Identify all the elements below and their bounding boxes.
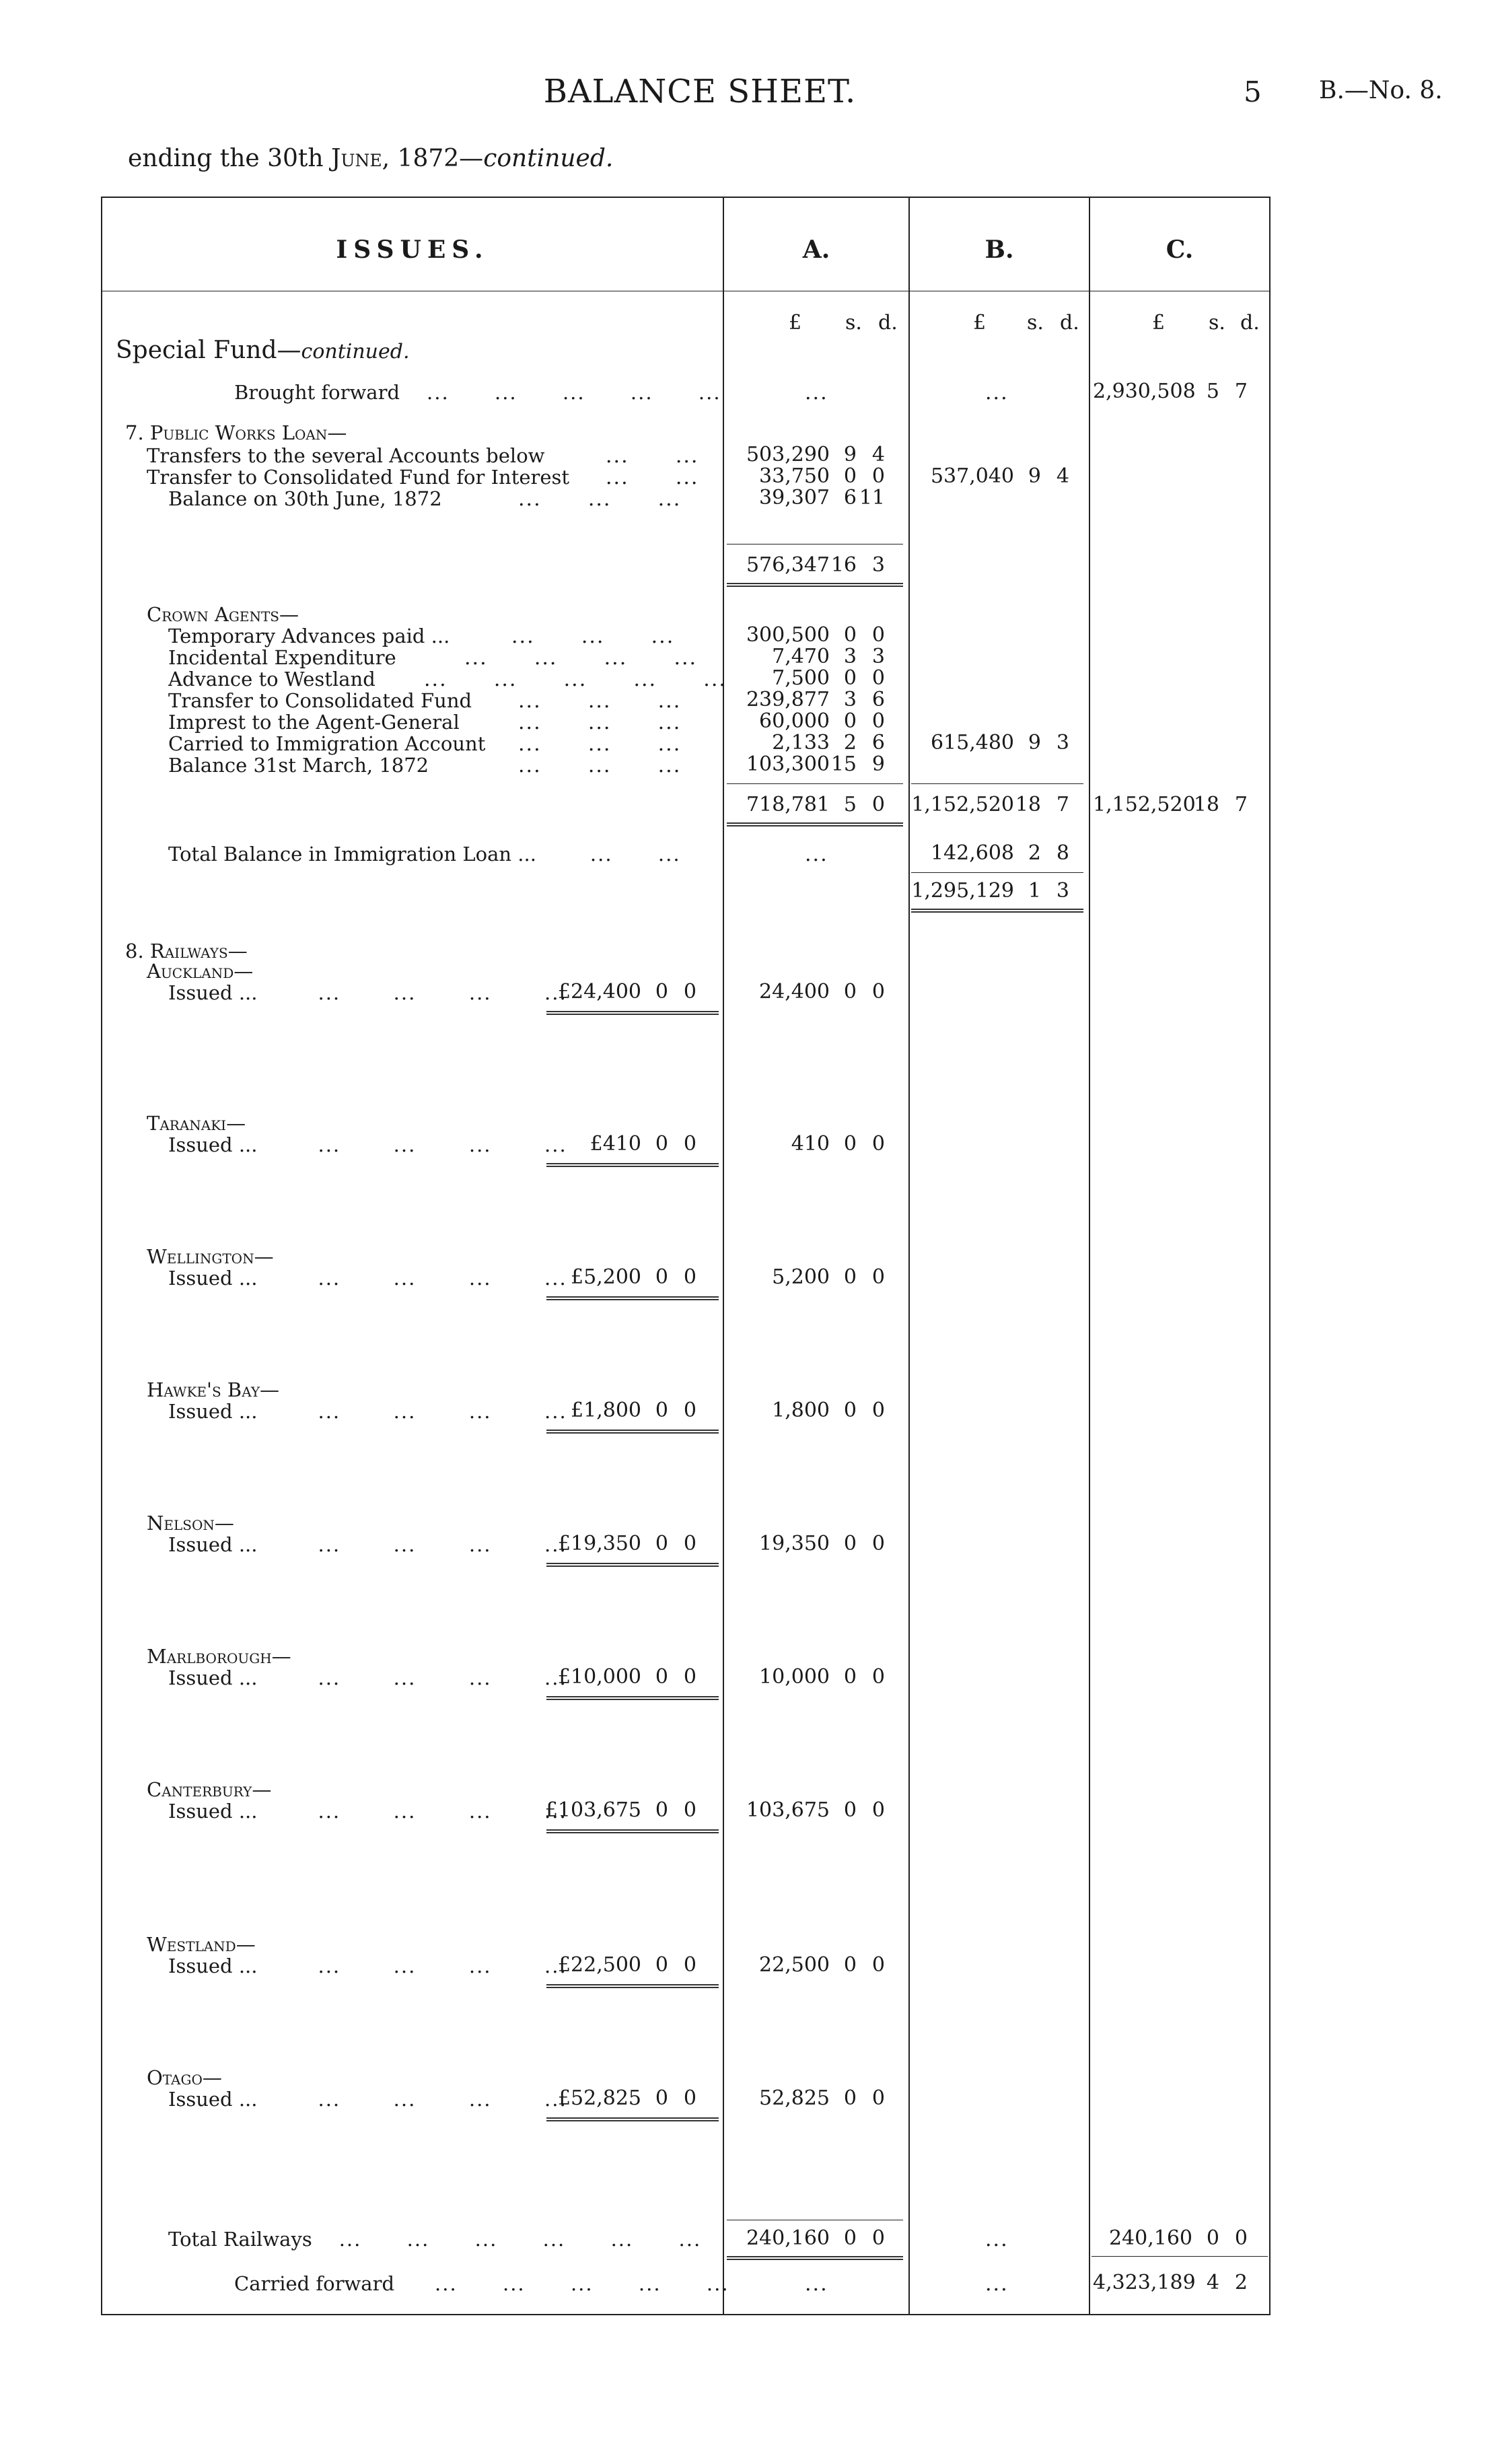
railway-amount-a: 103,675 0 0 [746, 1798, 885, 1822]
crown-agents-heading: Crown Agents— [147, 603, 299, 626]
crown-agents-total-b: 1,152,52018 7 [911, 793, 1069, 816]
crown-agents-sum-rule-b [911, 783, 1083, 784]
subtitle-year: , 1872— [382, 145, 484, 172]
railway-issued-label: Issued ... ... ... ... ... [168, 1400, 567, 1423]
crown-agents-amount-a: 60,000 0 0 [759, 709, 885, 733]
railways-heading: 8. Railways— [125, 940, 248, 962]
railway-province-name: Wellington— [147, 1245, 274, 1268]
railway-issued-label: Issued ... ... ... ... ... [168, 1955, 567, 1977]
railway-issued-double-rule [546, 1563, 719, 1567]
public-works-amount-a: 33,750 0 0 [759, 464, 885, 488]
railway-amount-a: 24,400 0 0 [759, 980, 885, 1004]
railway-province-name: Auckland— [147, 960, 254, 983]
table-bottom-rule [101, 2314, 1271, 2315]
column-header-issues: ISSUES. [336, 236, 489, 264]
table-left-border [101, 197, 102, 2315]
railway-amount-a: 10,000 0 0 [759, 1665, 885, 1689]
public-works-total-double-rule [727, 583, 903, 587]
page-number: 5 [1244, 75, 1262, 108]
public-works-line-label: Balance on 30th June, 1872 [168, 487, 442, 510]
carried-forward-amount-c: 4,323,189 4 2 [1093, 2271, 1248, 2294]
railway-amount-a: 52,825 0 0 [759, 2086, 885, 2110]
crown-agents-line-label: Imprest to the Agent-General [168, 711, 460, 734]
total-railways-label: Total Railways ... ... ... ... ... ... [168, 2228, 702, 2251]
public-works-total-a: 576,34716 3 [746, 553, 885, 577]
railway-issued-label: Issued ... ... ... ... ... [168, 1666, 567, 1689]
railway-issued-amount: £22,500 0 0 [557, 1953, 696, 1977]
column-divider-c [1089, 197, 1090, 2315]
total-railways-text: Total Railways [168, 2228, 312, 2251]
public-works-amount-a: 503,290 9 4 [746, 443, 885, 466]
column-header-b: B. [985, 236, 1014, 264]
railway-issued-label: Issued ... ... ... ... ... [168, 1133, 567, 1156]
crown-agents-amount-b: 615,480 9 3 [930, 731, 1069, 754]
subtitle-month: June [331, 145, 382, 172]
railway-issued-label: Issued ... ... ... ... ... [168, 1267, 567, 1290]
column-divider-a [723, 197, 724, 2315]
crown-agents-amount-a: 300,500 0 0 [746, 623, 885, 647]
crown-agents-line-label: Temporary Advances paid ... [168, 625, 450, 647]
special-fund-title: Special Fund— [116, 337, 301, 364]
crown-agents-amount-a: 239,877 3 6 [746, 688, 885, 711]
railway-issued-amount: £24,400 0 0 [557, 980, 696, 1004]
page-subtitle [128, 145, 613, 172]
crown-agents-total-a: 718,781 5 0 [746, 793, 885, 816]
railway-issued-amount: £1,800 0 0 [571, 1399, 696, 1422]
public-works-line-label: Transfers to the several Accounts below [147, 444, 545, 467]
railway-amount-a: 410 0 0 [791, 1132, 885, 1156]
immigration-total-b: 1,295,129 1 3 [911, 879, 1069, 903]
subtitle-continued: continued. [483, 145, 614, 172]
immigration-label: Total Balance in Immigration Loan ... ... ... [168, 843, 681, 866]
railway-issued-amount: £410 0 0 [589, 1132, 696, 1156]
immigration-label-text: Total Balance in Immigration Loan ... [168, 843, 536, 866]
immigration-sum-rule [911, 872, 1083, 873]
railway-issued-label: Issued ... ... ... ... ... [168, 1800, 567, 1823]
brought-forward-a-ellipsis: ... [805, 381, 828, 404]
carried-forward-label: Carried forward ... ... ... ... ... [234, 2272, 729, 2295]
unit-shilling-a: s. [845, 311, 862, 335]
immigration-amount-b: 142,608 2 8 [930, 841, 1069, 865]
railway-issued-amount: £10,000 0 0 [557, 1665, 696, 1689]
railway-amount-a: 5,200 0 0 [772, 1265, 885, 1289]
railway-issued-amount: £5,200 0 0 [571, 1265, 696, 1289]
total-railways-c-rule [1092, 2256, 1268, 2257]
total-railways-b-ellipsis: ... [985, 2228, 1009, 2251]
unit-pound-a: £ [789, 311, 802, 335]
crown-agents-amount-a: 7,470 3 3 [772, 645, 885, 668]
crown-agents-total-double-rule [727, 822, 903, 826]
crown-agents-line-label: Transfer to Consolidated Fund [168, 689, 472, 712]
table-top-rule [101, 197, 1271, 198]
brought-forward-label: Brought forward ... ... ... ... ... [234, 381, 721, 404]
crown-agents-line-label: Carried to Immigration Account [168, 732, 486, 755]
public-works-amount-b: 537,040 9 4 [930, 464, 1069, 488]
unit-pound-c: £ [1152, 311, 1166, 335]
public-works-line-label: Transfer to Consolidated Fund for Interest [147, 466, 570, 489]
railway-issued-double-rule [546, 1984, 719, 1988]
carried-forward-text: Carried forward [234, 2272, 395, 2295]
unit-pence-b: d. [1060, 311, 1079, 335]
railway-issued-label: Issued ... ... ... ... ... [168, 981, 567, 1004]
unit-shilling-b: s. [1027, 311, 1044, 335]
public-works-amount-a: 39,307 6 11 [759, 486, 885, 509]
page-title: BALANCE SHEET. [543, 73, 857, 110]
railway-province-name: Canterbury— [147, 1778, 272, 1801]
crown-agents-total-c: 1,152,52018 7 [1093, 793, 1248, 816]
railway-province-name: Hawke's Bay— [147, 1378, 280, 1401]
crown-agents-line-label: Balance 31st March, 1872 [168, 754, 429, 777]
immigration-a-ellipsis: ... [805, 843, 828, 866]
document-reference: B.—No. 8. [1319, 77, 1443, 104]
railway-amount-a: 1,800 0 0 [772, 1399, 885, 1422]
railway-issued-double-rule [546, 1296, 719, 1300]
column-header-a: A. [802, 236, 830, 264]
railway-issued-amount: £19,350 0 0 [557, 1532, 696, 1555]
railway-issued-label: Issued ... ... ... ... ... [168, 2088, 567, 2111]
carried-forward-b-ellipsis: ... [985, 2272, 1009, 2296]
unit-pound-b: £ [973, 311, 987, 335]
railway-province-name: Otago— [147, 2066, 222, 2089]
special-fund-continued: continued. [301, 340, 410, 363]
crown-agents-amount-a: 103,30015 9 [746, 752, 885, 776]
railway-issued-amount: £52,825 0 0 [557, 2086, 696, 2110]
railway-issued-amount: £103,675 0 0 [544, 1798, 696, 1822]
unit-pence-c: d. [1240, 311, 1260, 335]
subtitle-prefix: ending the 30th [128, 145, 332, 172]
railway-issued-double-rule [546, 1829, 719, 1833]
railway-issued-double-rule [546, 1696, 719, 1700]
crown-agents-amount-a: 2,133 2 6 [772, 731, 885, 754]
immigration-total-double-rule [911, 909, 1083, 913]
crown-agents-amount-a: 7,500 0 0 [772, 666, 885, 690]
section-title-special-fund [116, 337, 410, 364]
unit-pence-a: d. [878, 311, 898, 335]
brought-forward-c-amount: 2,930,508 5 7 [1093, 380, 1248, 403]
railway-issued-double-rule [546, 1011, 719, 1015]
column-divider-b [908, 197, 910, 2315]
public-works-heading: 7. Public Works Loan— [125, 421, 347, 444]
table-right-border [1269, 197, 1271, 2315]
railway-province-name: Nelson— [147, 1512, 234, 1535]
railway-province-name: Westland— [147, 1933, 256, 1956]
crown-agents-sum-rule-a [727, 783, 903, 784]
brought-forward-text: Brought forward [234, 381, 400, 404]
total-railways-amount-c: 240,160 0 0 [1108, 2226, 1248, 2250]
railway-province-name: Taranaki— [147, 1112, 246, 1135]
railway-amount-a: 22,500 0 0 [759, 1953, 885, 1977]
carried-forward-a-ellipsis: ... [805, 2272, 828, 2296]
crown-agents-line-label: Advance to Westland [168, 668, 376, 691]
railway-issued-double-rule [546, 2117, 719, 2121]
total-railways-amount-a: 240,160 0 0 [746, 2226, 885, 2250]
railway-amount-a: 19,350 0 0 [759, 1532, 885, 1555]
crown-agents-line-label: Incidental Expenditure [168, 646, 396, 669]
total-railways-double-rule [727, 2256, 903, 2260]
railway-issued-double-rule [546, 1430, 719, 1434]
railway-province-name: Marlborough— [147, 1645, 291, 1668]
brought-forward-b-ellipsis: ... [985, 381, 1009, 404]
railway-issued-double-rule [546, 1163, 719, 1167]
railway-issued-label: Issued ... ... ... ... ... [168, 1533, 567, 1556]
unit-shilling-c: s. [1209, 311, 1225, 335]
column-header-c: C. [1166, 236, 1194, 264]
